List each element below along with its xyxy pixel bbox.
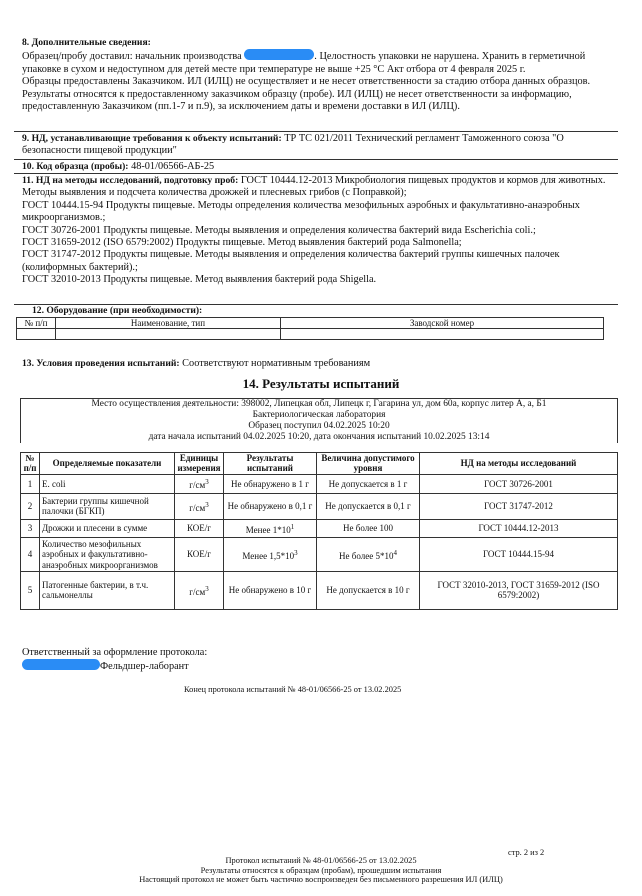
section-8-disclaimer: Образцы предоставлены Заказчиком. ИЛ (ИЛЦ) не осуществляет и не несет ответственности за стадию отбора данных образцов. Результаты относятся к предоставленному заказчиком образцу (пробе). ИЛ (ИЛЦ) не несет ответственности за информацию, предоставленную Заказчиком (пп.1-7 и п.9), за исключением даты и времени доставки в ИЛ (ИЛЦ). <box>22 76 591 113</box>
end-note: Конец протокола испытаний № 48-01/06566-25 от 13.02.2025 <box>184 685 402 694</box>
table-row: 5 Патогенные бактерии, в т.ч. сальмонеллы $г/см^3$ Не обнаружено в 10 г Не допускается в 10 г ГОСТ 32010-2013, ГОСТ 31659-2012 (ISO 6579:2002) <box>21 571 618 609</box>
section-11: 11. НД на методы исследований, подготовку проб: ГОСТ 10444.12-2013 Микробиология пищевых продуктов и кормов для животных. Методы выявления и подсчета количества дрожжей и плесневых грибов (с Поправкой); ГОСТ 10444.15-94 Продукты пищевые. Методы определения количества мезофильных аэробных и факультативно-анаэробных микроорганизмов.; ГОСТ 30726-2001 Продукты пищевые. Методы выявления и определения количества бактерий вида Escherichia coli.; ГОСТ 31659-2012 (ISO 6579:2002) Продукты пищевые. Метод выявления бактерий рода Salmonella; ГОСТ 31747-2012 Продукты пищевые. Методы выявления и определения количества бактерий группы кишечных палочек (колиформных бактерий).; ГОСТ 32010-2013 Продукты пищевые. Метод выявления бактерий рода Shigella. <box>22 175 606 286</box>
divider <box>14 159 618 160</box>
section-10 <box>22 161 620 173</box>
lab-info: Место осуществления деятельности: 398002, Липецкая обл, Липецк г, Гагарина ул, дом 60а, корпус литер А, а, Б1 Бактериологическая лаборатория Образец поступил 04.02.2025 10:20 дата начала испытаний 04.02.2025 10:20, дата окончания испытаний 10.02.2025 13:14 <box>20 398 618 443</box>
results-table <box>20 452 618 610</box>
page-number: стр. 2 из 2 <box>508 848 545 857</box>
divider <box>14 131 618 132</box>
table-row: 4 Количество мезофильных аэробных и факультативно-анаэробных микроорганизмов КОЕ/г Менее $1,5*10^3$ Не более $5*10^4$ ГОСТ 10444.15-94 <box>21 537 618 571</box>
section-8-title: 8. Дополнительные сведения: <box>22 37 151 48</box>
table-header: № п/п Определяемые показатели Единицы измерения Результаты испытаний Величина допустимого уровня НД на методы исследований <box>21 453 618 475</box>
redacted-name <box>244 49 314 60</box>
table-row <box>17 329 604 340</box>
table-row: 2 Бактерии группы кишечной палочки (БГКП) $г/см^3$ Не обнаружено в 0,1 г Не допускается в 0,1 г ГОСТ 31747-2012 <box>21 493 618 519</box>
signature-block <box>22 647 207 674</box>
section-9 <box>22 133 620 158</box>
section-8 <box>22 37 620 113</box>
section-10-label: 10. Код образца (пробы): <box>22 161 129 172</box>
section-12-label: 12. Оборудование (при необходимости): <box>32 305 203 316</box>
divider <box>14 173 618 174</box>
section-8-delivery: Образец/пробу доставил: начальник производства . Целостность упаковки не нарушена. Хранить в герметичной упаковке в сухом и недоступном для детей месте при температуре не выше +25 °С Акт отбора от 4 февраля 2025 г. <box>22 51 586 75</box>
sample-code: 48-01/06566-АБ-25 <box>131 161 215 172</box>
section-9-label: 9. НД, устанавливающие требования к объекту испытаний: <box>22 133 282 144</box>
footer: Протокол испытаний № 48-01/06566-25 от 13.02.2025 Результаты относятся к образцам (пробам), прошедшим испытания Настоящий протокол не может быть частично воспроизведен без письменного разрешения ИЛ (ИЛЦ) <box>139 856 503 884</box>
section-11-label: 11. НД на методы исследований, подготовку проб: <box>22 175 239 186</box>
results-title: 14. Результаты испытаний <box>242 376 400 391</box>
section-9-value: ТР ТС 021/2011 Технический регламент Таможенного союза "О безопасности пищевой продукции" <box>22 133 564 157</box>
table-row: 1 E. coli $г/см^3$ Не обнаружено в 1 г Не допускается в 1 г ГОСТ 30726-2001 <box>21 474 618 493</box>
signature-position: Фельдшер-лаборант <box>100 661 189 673</box>
section-12 <box>32 305 630 317</box>
section-13: 13. Условия проведения испытаний: Соответствуют нормативным требованиям <box>22 358 371 369</box>
table-row: 3 Дрожжи и плесени в сумме КОЕ/г Менее $1*10^1$ Не более 100 ГОСТ 10444.12-2013 <box>21 519 618 537</box>
redacted-name <box>22 659 100 670</box>
signature-label: Ответственный за оформление протокола: <box>22 647 208 658</box>
equipment-table: № п/п Наименование, тип Заводской номер <box>16 317 604 340</box>
